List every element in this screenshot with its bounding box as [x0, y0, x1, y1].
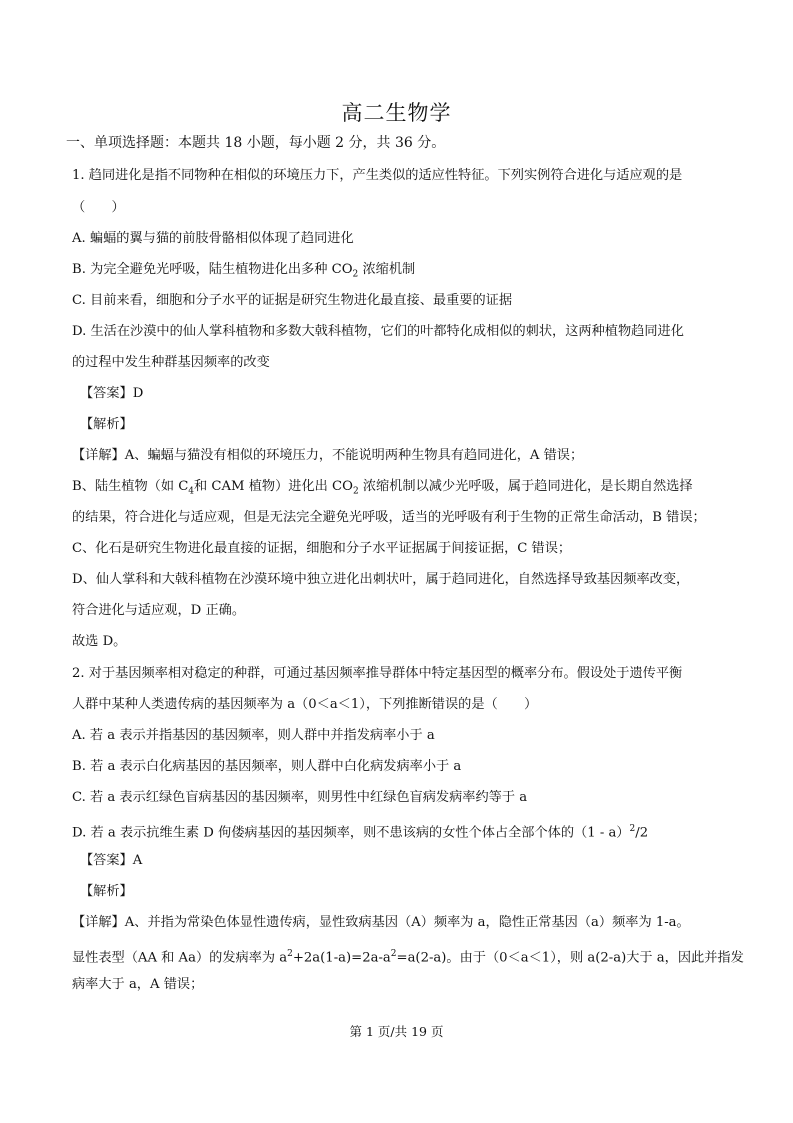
- q1-detail-line6: 符合进化与适应观，D 正确。: [72, 603, 246, 618]
- q1-option-d-line2: 的过程中发生种群基因频率的改变: [72, 355, 270, 370]
- q2-answer: 【答案】A: [80, 853, 143, 868]
- q2-option-c: C. 若 a 表示红绿色盲病基因的基因频率，则男性中红绿色盲病发病率约等于 a: [72, 790, 528, 805]
- q2-option-d: D. 若 a 表示抗维生素 D 佝偻病基因的基因频率，则不患该病的女性个体占全部个体的（1 - a）$^2$/2: [72, 824, 649, 841]
- q1-detail-line4: C、化石是研究生物进化最直接的证据，细胞和分子水平证据属于间接证据，C 错误；: [72, 541, 572, 556]
- q1-detail-line3: 的结果，符合进化与适应观，但是无法完全避免光呼吸，适当的光呼吸有利于生物的正常生命活动，B 错误；: [72, 510, 706, 525]
- q2-stem-line1: 2. 对于基因频率相对稳定的种群，可通过基因频率推导群体中特定基因型的概率分布。假设处于遗传平衡: [72, 666, 683, 681]
- q2-option-a: A. 若 a 表示并指基因的基因频率，则人群中并指发病率小于 a: [72, 728, 435, 743]
- q1-stem-line2: （ ）: [72, 200, 125, 215]
- document-title: 高二生物学: [341, 101, 452, 125]
- q1-option-c: C. 目前来看，细胞和分子水平的证据是研究生物进化最直接、最重要的证据: [72, 293, 513, 308]
- q1-option-d-line1: D. 生活在沙漠中的仙人掌科植物和多数大戟科植物，它们的叶都特化成相似的刺状，这两种植物趋同进化: [72, 324, 684, 339]
- q1-answer: 【答案】D: [80, 386, 144, 401]
- q1-detail-line1: 【详解】A、蝙蝠与猫没有相似的环境压力，不能说明两种生物具有趋同进化，A 错误；: [72, 448, 584, 463]
- q1-analysis-label: 【解析】: [80, 417, 133, 432]
- page-footer: 第 1 页/共 19 页: [349, 1024, 444, 1039]
- q1-option-b: B. 为完全避免光呼吸，陆生植物进化出多种 $CO_2$ 浓缩机制: [72, 262, 416, 280]
- section-header: 一、单项选择题：本题共 18 小题，每小题 2 分，共 36 分。: [66, 135, 446, 151]
- q2-stem-line2: 人群中某种人类遗传病的基因频率为 a（0＜a＜1），下列推断错误的是（ ）: [72, 697, 538, 712]
- q2-option-b: B. 若 a 表示白化病基因的基因频率，则人群中白化病发病率小于 a: [72, 759, 462, 774]
- q1-detail-line5: D、仙人掌科和大戟科植物在沙漠环境中独立进化出刺状叶，属于趋同进化，自然选择导致基因频率改变，: [72, 572, 690, 587]
- q1-stem-line1: 1. 趋同进化是指不同物种在相似的环境压力下，产生类似的适应性特征。下列实例符合进化与适应观的是: [72, 168, 683, 183]
- q2-detail-line1: 【详解】A、并指为常染色体显性遗传病，显性致病基因（A）频率为 a，隐性正常基因（a）频率为 1-a。: [72, 915, 690, 930]
- q1-detail-line2: B、陆生植物（如 $C_4$和 CAM 植物）进化出 $CO_2$ 浓缩机制以减少光呼吸，属于趋同进化，是长期自然选择: [72, 479, 693, 497]
- q2-analysis-label: 【解析】: [80, 884, 133, 899]
- q1-option-a: A. 蝙蝠的翼与猫的前肢骨骼相似体现了趋同进化: [72, 231, 354, 246]
- q2-detail-line2: 显性表型（AA 和 Aa）的发病率为 $a^2+2a(1-a)=2a-a^2=a(2-a)$。由于（0＜a＜1），则 a(2-a)大于 a，因此并指发: [72, 949, 744, 966]
- q1-conclusion: 故选 D。: [72, 634, 127, 649]
- q2-detail-line3: 病率大于 a，A 错误；: [72, 977, 204, 992]
